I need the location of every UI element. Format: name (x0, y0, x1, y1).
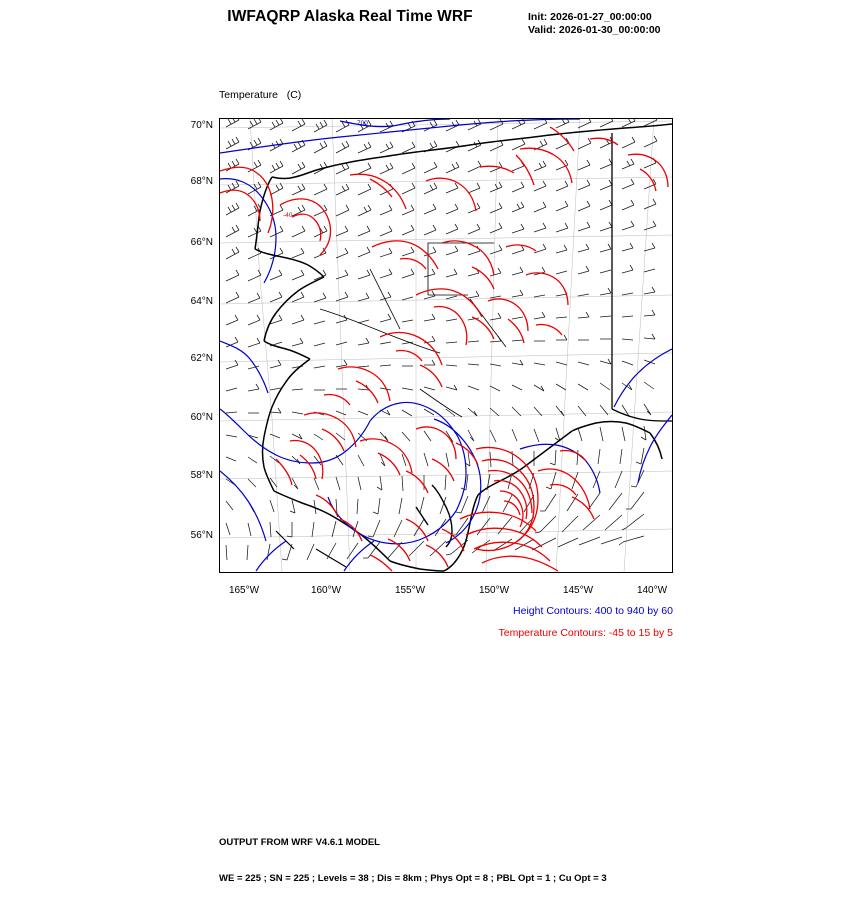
footer-line-config: WE = 225 ; SN = 225 ; Levels = 38 ; Dis = 8km ; Phys Opt = 8 ; PBL Opt = 1 ; Cu Opt = 3 (219, 873, 607, 884)
footer-line-model: OUTPUT FROM WRF V4.6.1 MODEL (219, 837, 380, 848)
temperature-contour-label (283, 212, 293, 219)
y-tick-label: 68°N (190, 176, 213, 187)
x-axis-labels (219, 585, 673, 601)
map-plot-area (219, 118, 673, 573)
run-time-block (528, 11, 661, 37)
y-tick-label: 66°N (190, 237, 213, 248)
page-title: IWFAQRP Alaska Real Time WRF (227, 8, 473, 25)
x-tick-label: 140°W (636, 585, 668, 596)
y-axis-labels (151, 118, 213, 573)
wind-barb-field (226, 119, 657, 560)
x-tick-label: 160°W (310, 585, 342, 596)
field-legend-temperature: Temperature (C) (219, 89, 302, 101)
y-tick-label: 58°N (190, 470, 213, 481)
svg-text:700: 700 (357, 120, 368, 127)
y-tick-label: 64°N (190, 296, 213, 307)
temperature-contour-legend: Temperature Contours: -45 to 15 by 5 (498, 627, 673, 639)
y-tick-label: 62°N (190, 353, 213, 364)
height-contour-label (357, 120, 368, 127)
y-tick-label: 56°N (190, 530, 213, 541)
valid-time-label: Valid: 2026-01-30_00:00:00 (528, 24, 661, 36)
init-time-label: Init: 2026-01-27_00:00:00 (528, 11, 652, 23)
y-tick-label: 60°N (190, 412, 213, 423)
y-tick-label: 70°N (190, 120, 213, 131)
coastline-layer (255, 124, 672, 571)
model-output-footer (219, 813, 607, 909)
svg-text:-40: -40 (283, 212, 293, 219)
x-tick-label: 145°W (562, 585, 594, 596)
x-tick-label: 165°W (228, 585, 260, 596)
graticule-gridlines (220, 119, 672, 572)
map-svg (220, 119, 672, 572)
x-tick-label: 155°W (394, 585, 426, 596)
height-contours (220, 119, 672, 571)
height-contour-legend: Height Contours: 400 to 940 by 60 (513, 605, 673, 617)
x-tick-label: 150°W (478, 585, 510, 596)
